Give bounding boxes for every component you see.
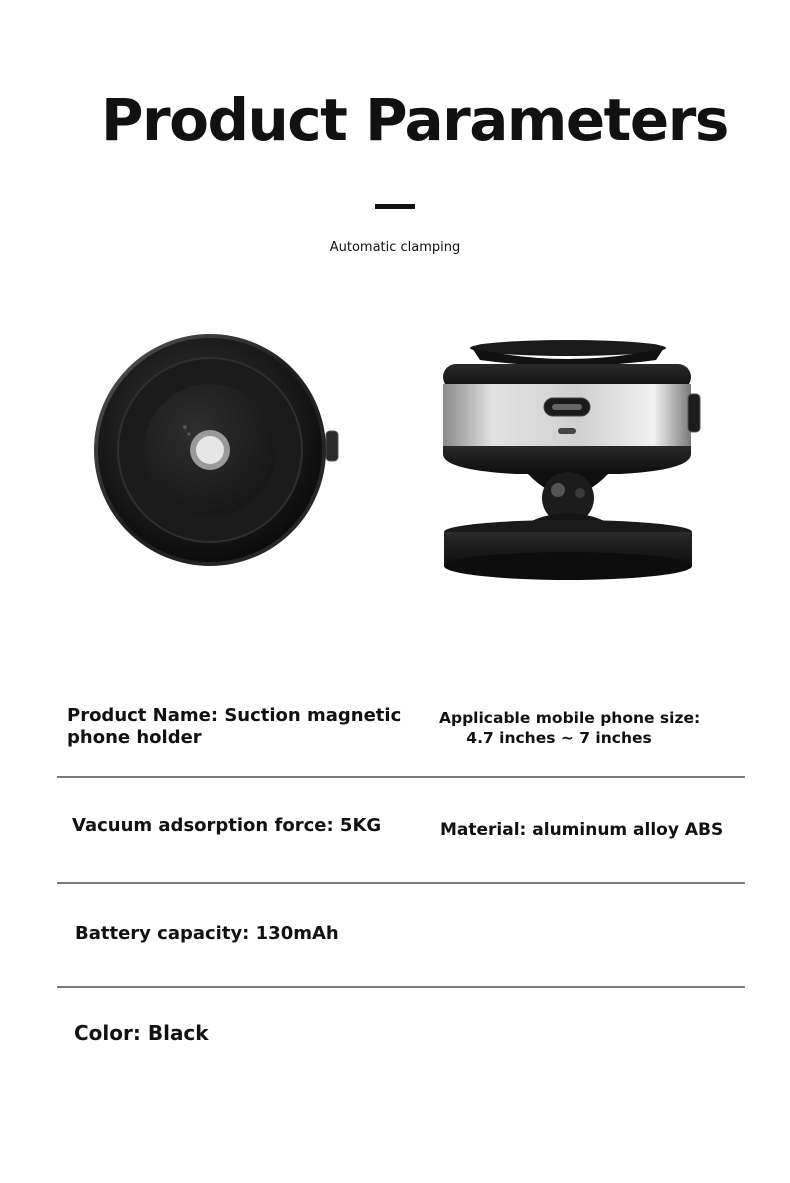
param-phone-size-line1: Applicable mobile phone size: — [439, 709, 701, 727]
divider — [57, 776, 745, 778]
page-title: Product Parameters — [101, 86, 728, 154]
subtitle: Automatic clamping — [329, 240, 461, 255]
divider — [57, 882, 745, 884]
param-product-name-line1: Product Name: Suction magnetic — [67, 705, 402, 726]
product-side-view-image — [440, 338, 702, 584]
param-color: Color: Black — [74, 1021, 209, 1045]
divider — [57, 986, 745, 988]
param-material: Material: aluminum alloy ABS — [440, 820, 724, 840]
param-phone-size-line2: 4.7 inches ~ 7 inches — [466, 729, 652, 747]
param-battery: Battery capacity: 130mAh — [75, 923, 339, 944]
param-adsorption: Vacuum adsorption force: 5KG — [72, 815, 382, 836]
product-top-view-image — [92, 328, 346, 572]
param-phone-size — [439, 708, 701, 748]
param-product-name — [67, 705, 401, 749]
title-underline — [375, 204, 415, 209]
param-product-name-line2: phone holder — [67, 727, 202, 748]
